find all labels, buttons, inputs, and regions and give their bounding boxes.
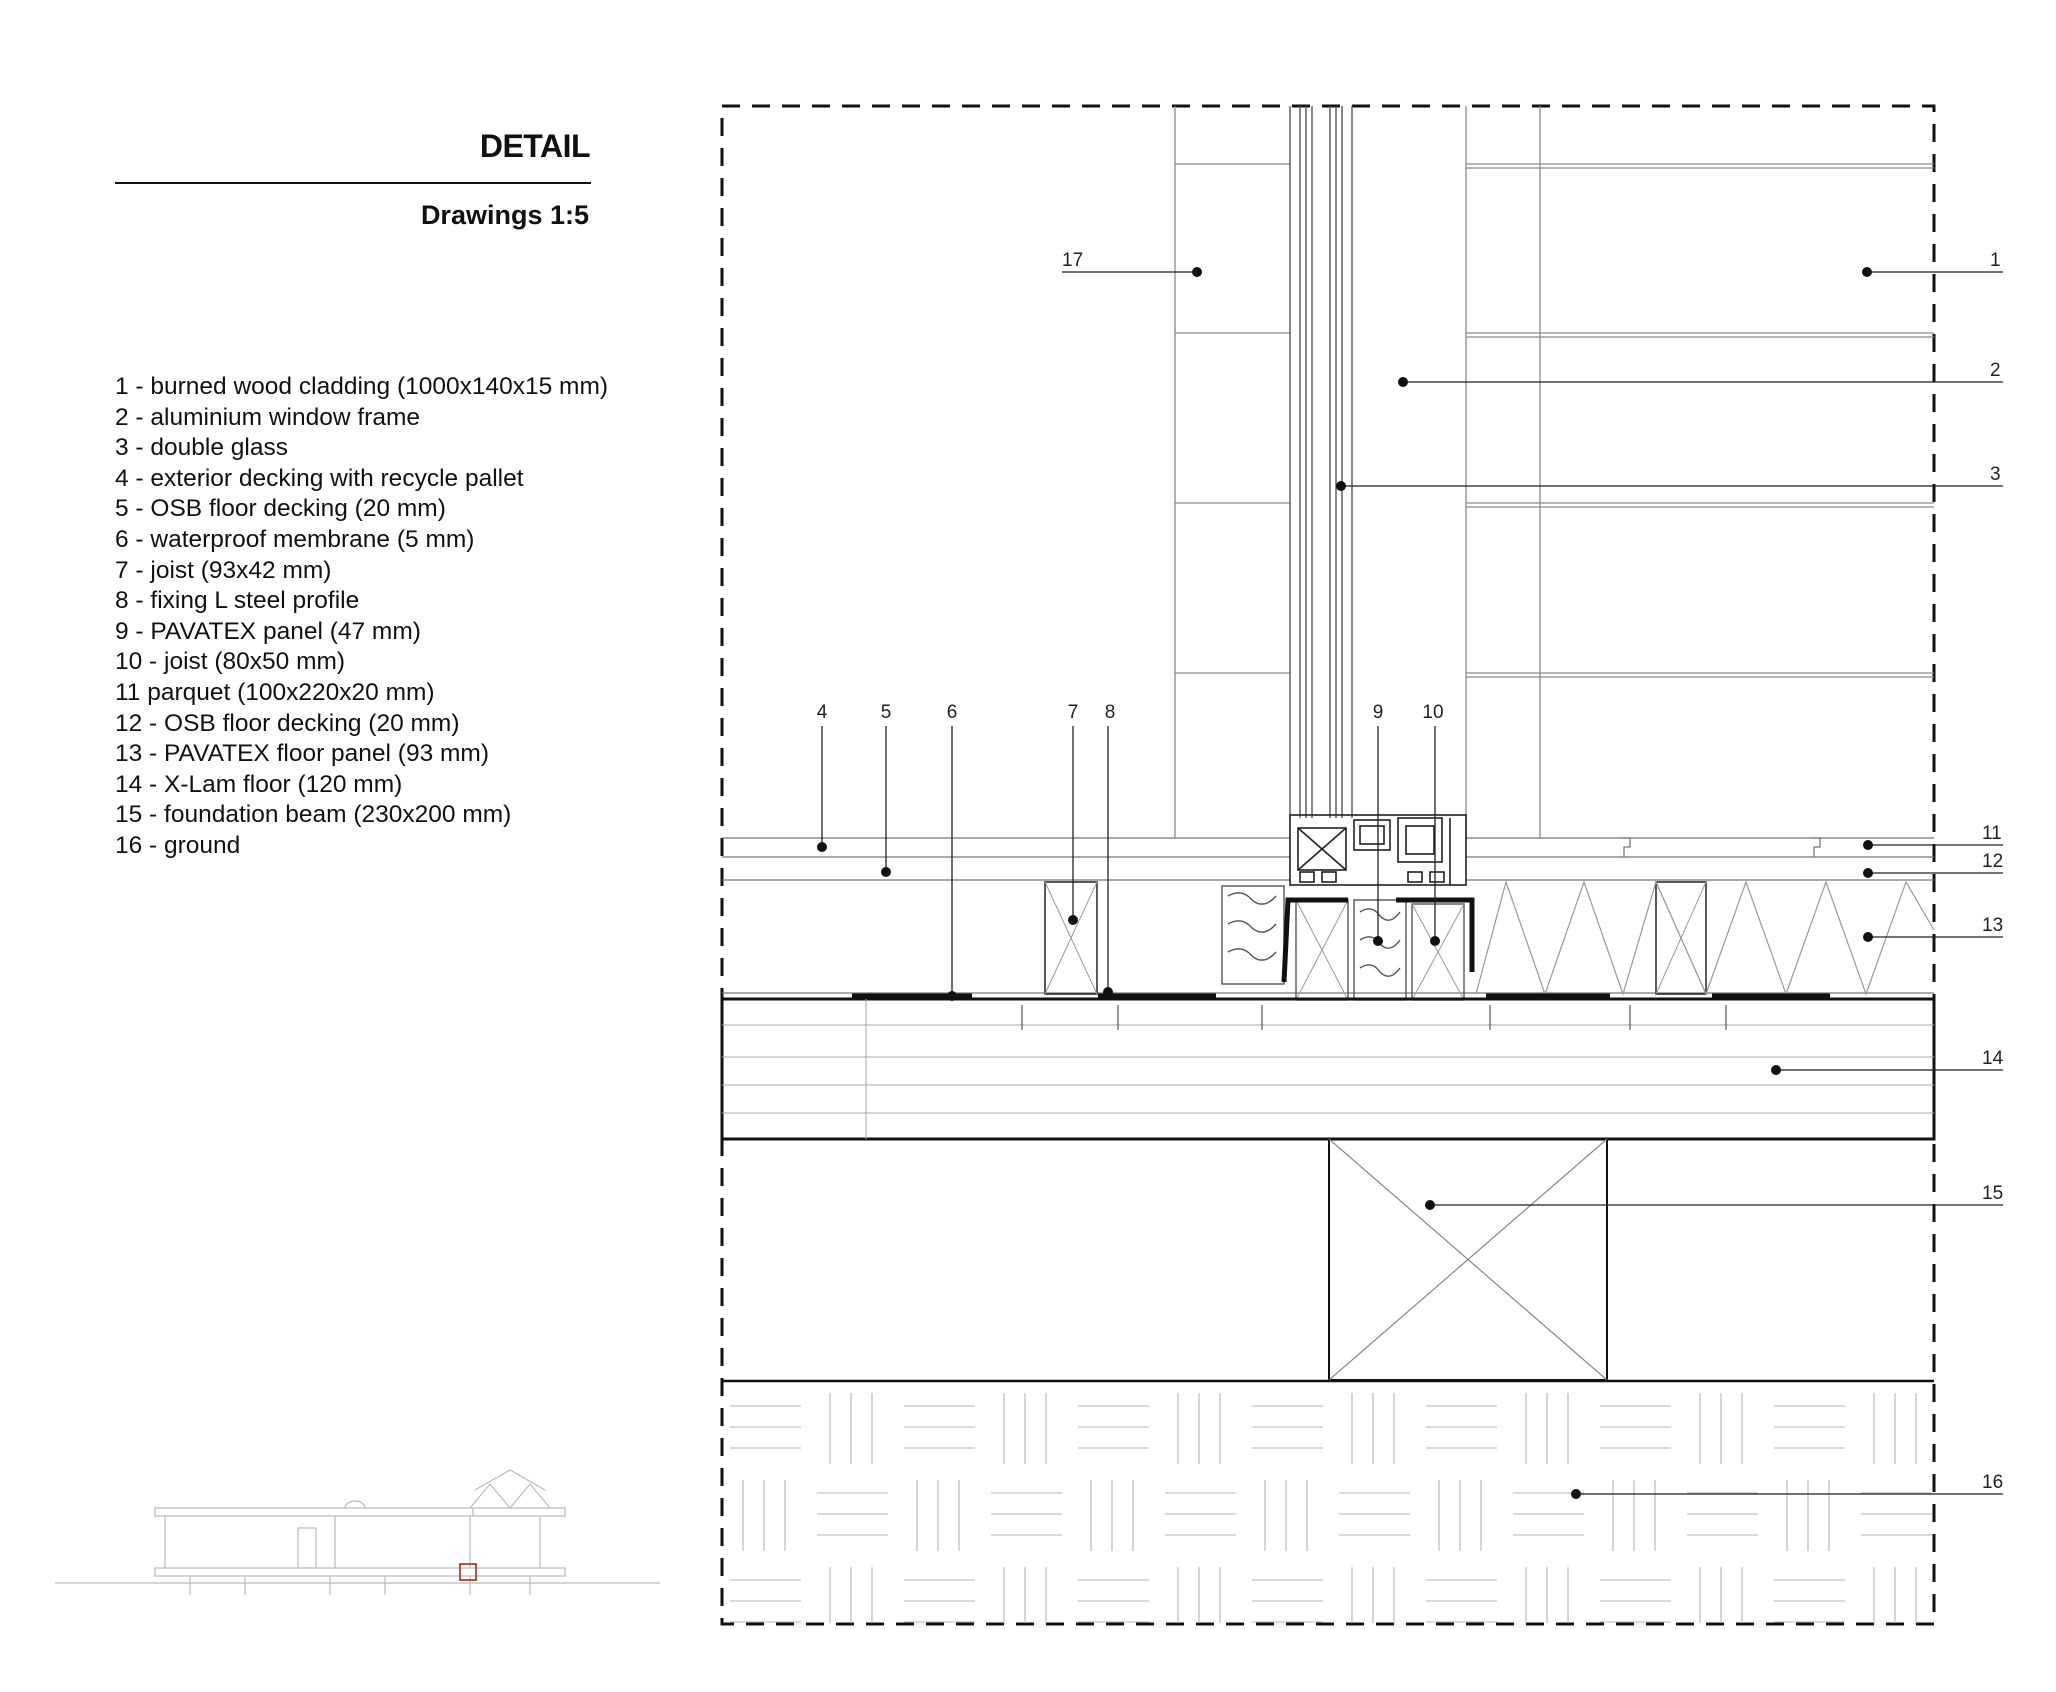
callout-4 — [817, 702, 828, 852]
callout-number: 1 — [1990, 250, 2001, 271]
callout-9 — [1373, 702, 1384, 946]
callout-dot — [1373, 936, 1383, 946]
callout-number: 15 — [1982, 1183, 2004, 1204]
callout-dot — [1336, 481, 1346, 491]
callout-number: 2 — [1990, 360, 2001, 381]
drawing-title: DETAIL — [479, 128, 590, 164]
callout-number: 11 — [1982, 823, 2002, 844]
callout-dot — [1398, 377, 1408, 387]
callout-3 — [1336, 464, 2003, 491]
callout-dot — [947, 991, 957, 1001]
legend-item: 12 - OSB floor decking (20 mm) — [115, 709, 460, 737]
callout-dot — [1430, 936, 1440, 946]
detail-boundary-frame — [722, 106, 1934, 1624]
callout-number: 3 — [1990, 464, 2001, 485]
callout-10 — [1422, 702, 1443, 946]
callout-15 — [1425, 1183, 2003, 1210]
key-plan-location-marker — [460, 1564, 476, 1580]
callout-2 — [1398, 360, 2003, 387]
callout-number: 9 — [1372, 702, 1384, 723]
callout-17 — [1062, 250, 1202, 277]
legend-item: 9 - PAVATEX panel (47 mm) — [115, 617, 421, 645]
legend-item: 7 - joist (93x42 mm) — [115, 556, 332, 584]
callout-14 — [1771, 1048, 2004, 1075]
legend-item: 10 - joist (80x50 mm) — [115, 648, 346, 676]
key-plan-elevation — [55, 1470, 660, 1595]
legend-item: 2 - aluminium window frame — [115, 403, 420, 431]
drawing-scale: Drawings 1:5 — [420, 200, 589, 230]
callout-number: 17 — [1062, 250, 1084, 271]
callout-6 — [947, 702, 958, 1001]
callout-dot — [1863, 840, 1873, 850]
legend-item: 15 - foundation beam (230x200 mm) — [115, 801, 512, 829]
legend-item: 13 - PAVATEX floor panel (93 mm) — [115, 740, 489, 768]
legend-item: 16 - ground — [115, 831, 241, 859]
exterior-deck-layers — [722, 838, 1934, 993]
callout-number: 8 — [1104, 702, 1116, 723]
callout-number: 13 — [1982, 915, 2004, 936]
callout-dot — [1068, 915, 1078, 925]
legend-item: 3 - double glass — [115, 434, 288, 462]
callout-dot — [1863, 932, 1873, 942]
callout-5 — [881, 702, 892, 877]
legend-item: 4 - exterior decking with recycle pallet — [115, 464, 524, 492]
window-glazing — [1290, 106, 1352, 818]
callout-7 — [1068, 702, 1079, 925]
legend-item: 5 - OSB floor decking (20 mm) — [115, 495, 446, 523]
callout-dot — [817, 842, 827, 852]
callout-dot — [1425, 1200, 1435, 1210]
callout-number: 10 — [1422, 702, 1444, 723]
xlam-floor — [722, 999, 1934, 1139]
insulation-pavatex — [1222, 886, 1464, 1000]
interior-wall-boards — [1175, 106, 1290, 838]
callout-layer — [817, 250, 2004, 1499]
exterior-cladding — [1466, 106, 1934, 838]
callout-dot — [1192, 267, 1202, 277]
callout-dot — [881, 867, 891, 877]
legend-item: 14 - X-Lam floor (120 mm) — [115, 770, 403, 798]
callout-number: 6 — [946, 702, 958, 723]
legend-item: 11 parquet (100x220x20 mm) — [115, 678, 435, 706]
callout-number: 7 — [1067, 702, 1079, 723]
callout-number: 12 — [1982, 851, 2004, 872]
callout-dot — [1862, 267, 1872, 277]
legend-item: 1 - burned wood cladding (1000x140x15 mm) — [115, 373, 609, 400]
foundation-beam — [1329, 1139, 1607, 1380]
legend-item: 6 - waterproof membrane (5 mm) — [115, 525, 475, 553]
callout-number: 16 — [1982, 1472, 2004, 1493]
callout-dot — [1863, 868, 1873, 878]
callout-dot — [1571, 1489, 1581, 1499]
callout-dot — [1771, 1065, 1781, 1075]
callout-number: 5 — [880, 702, 892, 723]
callout-8 — [1103, 702, 1115, 997]
callout-dot — [1103, 987, 1113, 997]
callout-number: 14 — [1982, 1048, 2004, 1069]
joist-left — [1045, 882, 1097, 994]
legend-item: 8 - fixing L steel profile — [115, 587, 360, 615]
callout-number: 4 — [816, 702, 828, 723]
ground-hatch — [722, 1381, 2019, 1638]
